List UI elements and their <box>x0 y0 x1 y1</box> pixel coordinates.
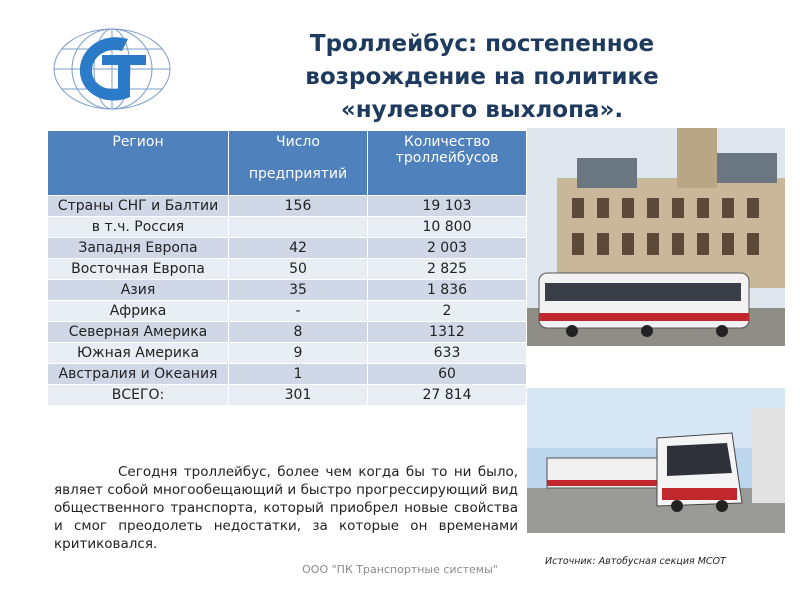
cell-trolleybuses: 633 <box>368 343 527 364</box>
table-row <box>48 301 527 322</box>
cell-enterprises: 35 <box>229 280 368 301</box>
header-enterprises: Число предприятий <box>229 131 368 196</box>
table-row <box>48 196 527 217</box>
table-row <box>48 343 527 364</box>
cell-trolleybuses: 19 103 <box>368 196 527 217</box>
cell-region: Австралия и Океания <box>48 364 229 385</box>
cell-trolleybuses: 1 836 <box>368 280 527 301</box>
table-row <box>48 238 527 259</box>
cell-region: Азия <box>48 280 229 301</box>
header-region: Регион <box>48 131 229 196</box>
cell-enterprises: 156 <box>229 196 368 217</box>
cell-enterprises: 9 <box>229 343 368 364</box>
cell-enterprises <box>229 217 368 238</box>
cell-trolleybuses: 1312 <box>368 322 527 343</box>
cell-enterprises: 8 <box>229 322 368 343</box>
table-row <box>48 217 527 238</box>
table-row <box>48 259 527 280</box>
table-row <box>48 280 527 301</box>
footer-company: ООО "ПК Транспортные системы" <box>302 563 498 576</box>
source-note: Источник: Автобусная секция МСОТ <box>545 556 726 567</box>
cell-region: Северная Америка <box>48 322 229 343</box>
cell-trolleybuses: 2 003 <box>368 238 527 259</box>
articulated-trolleybus-photo <box>527 388 785 533</box>
trolleybus-table <box>47 130 527 406</box>
cell-trolleybuses: 27 814 <box>368 385 527 406</box>
company-logo <box>50 25 174 113</box>
slide-title: Троллейбус: постепенное возрождение на политике «нулевого выхлопа». <box>305 31 659 123</box>
cell-region: Западня Европа <box>48 238 229 259</box>
description-text: Сегодня троллейбус, более чем когда бы то ни было, являет собой многообещающий и быстро прогрессирующий вид общественного транспорта, который приобрел новые свойства и смог преодолеть недостатки, за которые он временами критиковался. <box>54 464 518 552</box>
cell-enterprises: 301 <box>229 385 368 406</box>
cell-region: ВСЕГО: <box>48 385 229 406</box>
cell-region: Африка <box>48 301 229 322</box>
table-row <box>48 385 527 406</box>
cell-trolleybuses: 10 800 <box>368 217 527 238</box>
table-row <box>48 364 527 385</box>
header-trolleybuses: Количество троллейбусов <box>368 131 527 196</box>
cell-enterprises: 1 <box>229 364 368 385</box>
cell-trolleybuses: 2 825 <box>368 259 527 280</box>
cell-region: в т.ч. Россия <box>48 217 229 238</box>
cell-trolleybuses: 2 <box>368 301 527 322</box>
cell-enterprises: 42 <box>229 238 368 259</box>
table-row <box>48 322 527 343</box>
cell-trolleybuses: 60 <box>368 364 527 385</box>
cell-enterprises: - <box>229 301 368 322</box>
cell-region: Восточная Европа <box>48 259 229 280</box>
table-header-row <box>48 131 527 196</box>
cell-enterprises: 50 <box>229 259 368 280</box>
city-hall-trolleybus-photo <box>527 128 785 346</box>
cell-region: Южная Америка <box>48 343 229 364</box>
cell-region: Страны СНГ и Балтии <box>48 196 229 217</box>
